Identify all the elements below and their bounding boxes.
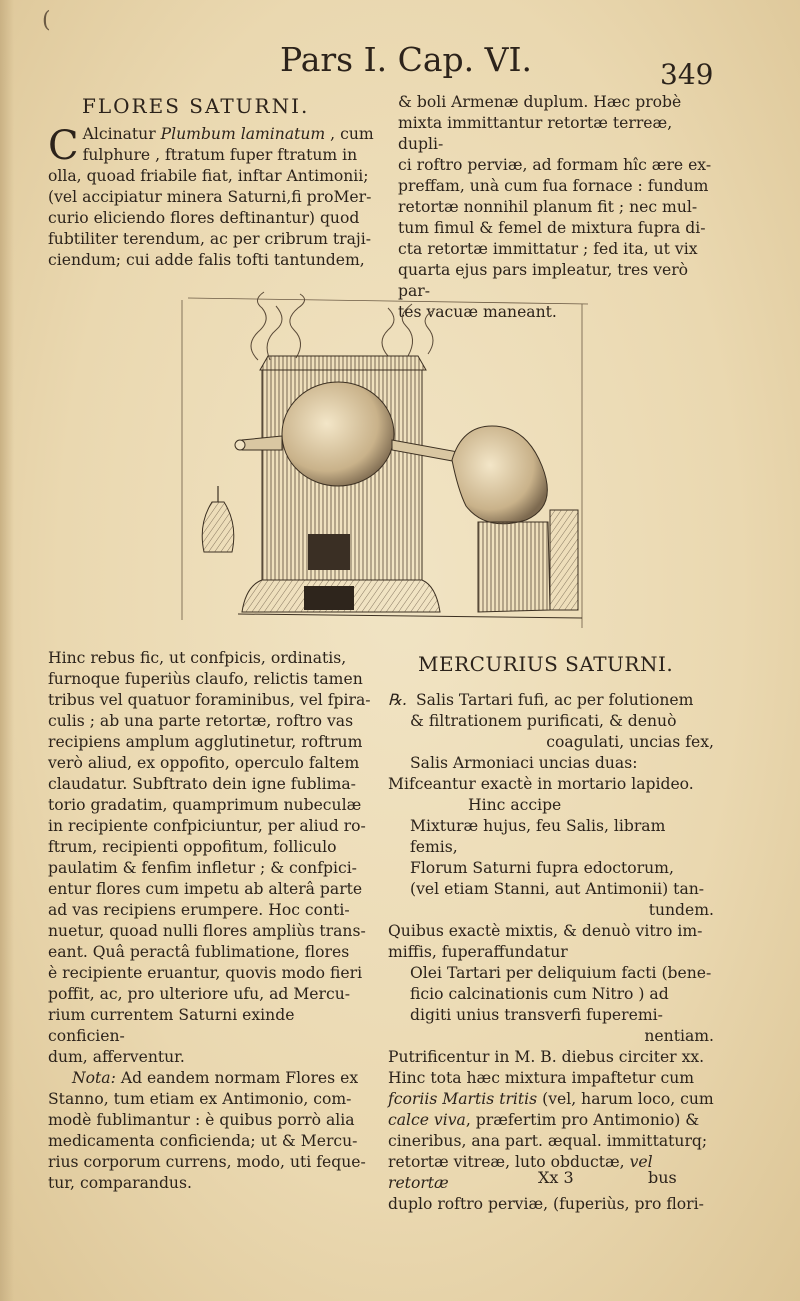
recipe-symbol: ℞.: [388, 691, 407, 709]
paragraph-line: curio eliciendo flores deftinantur) quod: [48, 209, 360, 227]
recipe-line: Olei Tartari per deliquium facti (bene-: [410, 964, 712, 982]
recipe-line: Hinc accipe: [468, 796, 562, 814]
paragraph-line: ad vas recipiens erumpere. Hoc conti-: [48, 901, 350, 919]
recipe-line: cineribus, ana part. æqual. immittaturq;: [388, 1132, 708, 1150]
frame-top-line: [188, 298, 588, 304]
recipe-line: tundem.: [648, 901, 714, 919]
recipe-line: Mifceantur exactè in mortario lapideo.: [388, 775, 694, 793]
text-run: (vel, harum loco, cum: [537, 1090, 714, 1108]
paragraph-line: recipiens amplum agglutinetur, roftrum: [48, 733, 363, 751]
paragraph-line: & boli Armenæ duplum. Hæc probè: [398, 93, 682, 111]
bellows: [202, 486, 234, 552]
receiver-stand: [478, 510, 578, 612]
section-heading-mercurius-saturni: MERCURIUS SATURNI.: [418, 652, 674, 676]
page-edge-shadow: [0, 0, 14, 1301]
column-top-left: [48, 124, 378, 271]
paragraph-line: torio gradatim, quamprimum nubeculæ: [48, 796, 362, 814]
column-bottom-right: [388, 690, 714, 1215]
italic-run: calce viva: [388, 1111, 466, 1129]
paragraph-line: tribus vel quatuor foraminibus, vel fpira-: [48, 691, 371, 709]
furnace-retort-engraving: [178, 290, 598, 630]
paragraph-line: entur flores cum impetu ab alterâ parte: [48, 880, 363, 898]
paragraph-line: verò aliud, ex oppofito, operculo faltem: [48, 754, 360, 772]
paragraph-line: quarta ejus pars impleatur, tres verò par-: [398, 261, 689, 300]
recipe-line: Hinc tota hæc mixtura impaftetur cum: [388, 1069, 695, 1087]
paragraph-line: Hinc rebus fic, ut confpicis, ordinatis,: [48, 649, 347, 667]
text-run: Ad eandem normam Flores ex: [115, 1069, 359, 1087]
recipe-line: [388, 1110, 714, 1131]
paragraph-line: nuetur, quoad nulli flores ampliùs trans-: [48, 922, 366, 940]
paragraph-line: (vel accipiatur minera Saturni,fi proMer-: [48, 188, 372, 206]
column-top-right: [398, 92, 716, 323]
recipe-line: (vel etiam Stanni, aut Antimonii) tan-: [410, 880, 705, 898]
recipe-line: Florum Saturni fupra edoctorum,: [410, 859, 674, 877]
recipe-line: & filtrationem purificati, & denuò: [410, 712, 677, 730]
recipe-line: coagulati, uncias fex,: [546, 733, 714, 751]
text-run: Salis Tartari fufi, ac per folutionem: [416, 691, 694, 709]
paragraph-line: olla, quoad friabile fiat, inftar Antimonii;: [48, 167, 369, 185]
text-run: , cum: [325, 125, 374, 143]
recipe-line: nentiam.: [644, 1027, 714, 1045]
paragraph-line: fubtiliter terendum, ac per cribrum traji-: [48, 230, 371, 248]
recipe-line: ficio calcinationis cum Nitro ) ad: [410, 985, 669, 1003]
retort-globe: [282, 382, 394, 486]
running-title: Pars I. Cap. VI.: [280, 40, 532, 79]
paragraph-line: rium currentem Saturni exinde conficien-: [48, 1006, 295, 1045]
paragraph-line: è recipiente eruantur, quovis modo fieri: [48, 964, 363, 982]
nota-label: Nota:: [72, 1069, 116, 1087]
paragraph-line: ftrum, recipienti oppofitum, folliculo: [48, 838, 337, 856]
paragraph-line: tur, comparandus.: [48, 1174, 192, 1192]
recipe-line: Putrificentur in M. B. diebus circiter xx.: [388, 1048, 705, 1066]
paragraph-line: rius corporum currens, modo, uti feque-: [48, 1153, 366, 1171]
paragraph-line: claudatur. Subftrato dein igne fublima-: [48, 775, 356, 793]
recipe-line: Salis Armoniaci uncias duas:: [410, 754, 638, 772]
nota-line: [48, 1068, 376, 1089]
paragraph-line: medicamenta conficienda; ut & Mercu-: [48, 1132, 358, 1150]
paragraph-line: tum fimul & femel de mixtura fupra di-: [398, 219, 706, 237]
paragraph-line: ci roftro perviæ, ad formam hîc ære ex-: [398, 156, 712, 174]
paragraph-line: paulatim & fenfim infletur ; & confpici-: [48, 859, 357, 877]
paragraph-line: furnoque fuperiùs claufo, relictis tamen: [48, 670, 363, 688]
recipe-line: Mixturæ hujus, feu Salis, libram femis,: [410, 817, 666, 856]
paragraph-line: dum, afferventur.: [48, 1048, 185, 1066]
paragraph-line: cta retortæ immittatur ; fed ita, ut vix: [398, 240, 698, 258]
paragraph-line: mixta immittantur retortæ terreæ, dupli-: [398, 114, 673, 153]
paragraph-line: fulphure , ftratum fuper ftratum in: [82, 146, 358, 164]
recipe-line: [388, 1089, 714, 1110]
paragraph-line: modè fublimantur : è quibus porrò alia: [48, 1111, 355, 1129]
paragraph-line: preffam, unà cum fua fornace : fundum: [398, 177, 709, 195]
paragraph-line: retortæ nonnihil planum fit ; nec mul-: [398, 198, 698, 216]
paragraph-line: Stanno, tum etiam ex Antimonio, com-: [48, 1090, 352, 1108]
italic-run: fcoriis Martis tritis: [388, 1090, 538, 1108]
italic-run: vel retortæ: [388, 1153, 653, 1192]
recipe-line: [388, 690, 714, 711]
text-run: Alcinatur: [82, 125, 161, 143]
retort-left-nozzle: [242, 436, 282, 450]
page-footer: [538, 1168, 677, 1187]
receiver-flask: [452, 426, 547, 524]
drop-cap: C: [48, 123, 79, 169]
catchword: bus: [648, 1168, 677, 1187]
column-bottom-left: [48, 648, 376, 1194]
corner-mark: (: [42, 8, 51, 33]
italic-run: Plumbum laminatum: [160, 125, 326, 143]
text-run: retortæ vitreæ, luto obductæ,: [388, 1153, 630, 1171]
ground-line: [238, 614, 582, 618]
page-number: 349: [660, 58, 714, 91]
text-run: , præfertim pro Antimonio) &: [465, 1111, 700, 1129]
paragraph-line: ciendum; cui adde falis tofti tantundem,: [48, 251, 365, 269]
paragraph-line: culis ; ab una parte retortæ, roftro vas: [48, 712, 354, 730]
recipe-line: duplo roftro perviæ, (fuperiùs, pro flori-: [388, 1195, 704, 1213]
paragraph-line: poffit, ac, pro ulteriore ufu, ad Mercu-: [48, 985, 351, 1003]
recipe-line: Quibus exactè mixtis, & denuò vitro im-: [388, 922, 703, 940]
paragraph-line: tes vacuæ maneant.: [398, 303, 557, 321]
section-heading-flores-saturni: FLORES SATURNI.: [82, 94, 310, 118]
paragraph-line: eant. Quâ peractâ fublimatione, flores: [48, 943, 350, 961]
recipe-line: miffis, fuperaffundatur: [388, 943, 568, 961]
recipe-line: digiti unius transverfi fuperemi-: [410, 1006, 663, 1024]
signature-mark: Xx 3: [538, 1168, 574, 1187]
paragraph-line: in recipiente confpiciuntur, per aliud ro-: [48, 817, 366, 835]
smoke-plumes: [251, 292, 434, 360]
